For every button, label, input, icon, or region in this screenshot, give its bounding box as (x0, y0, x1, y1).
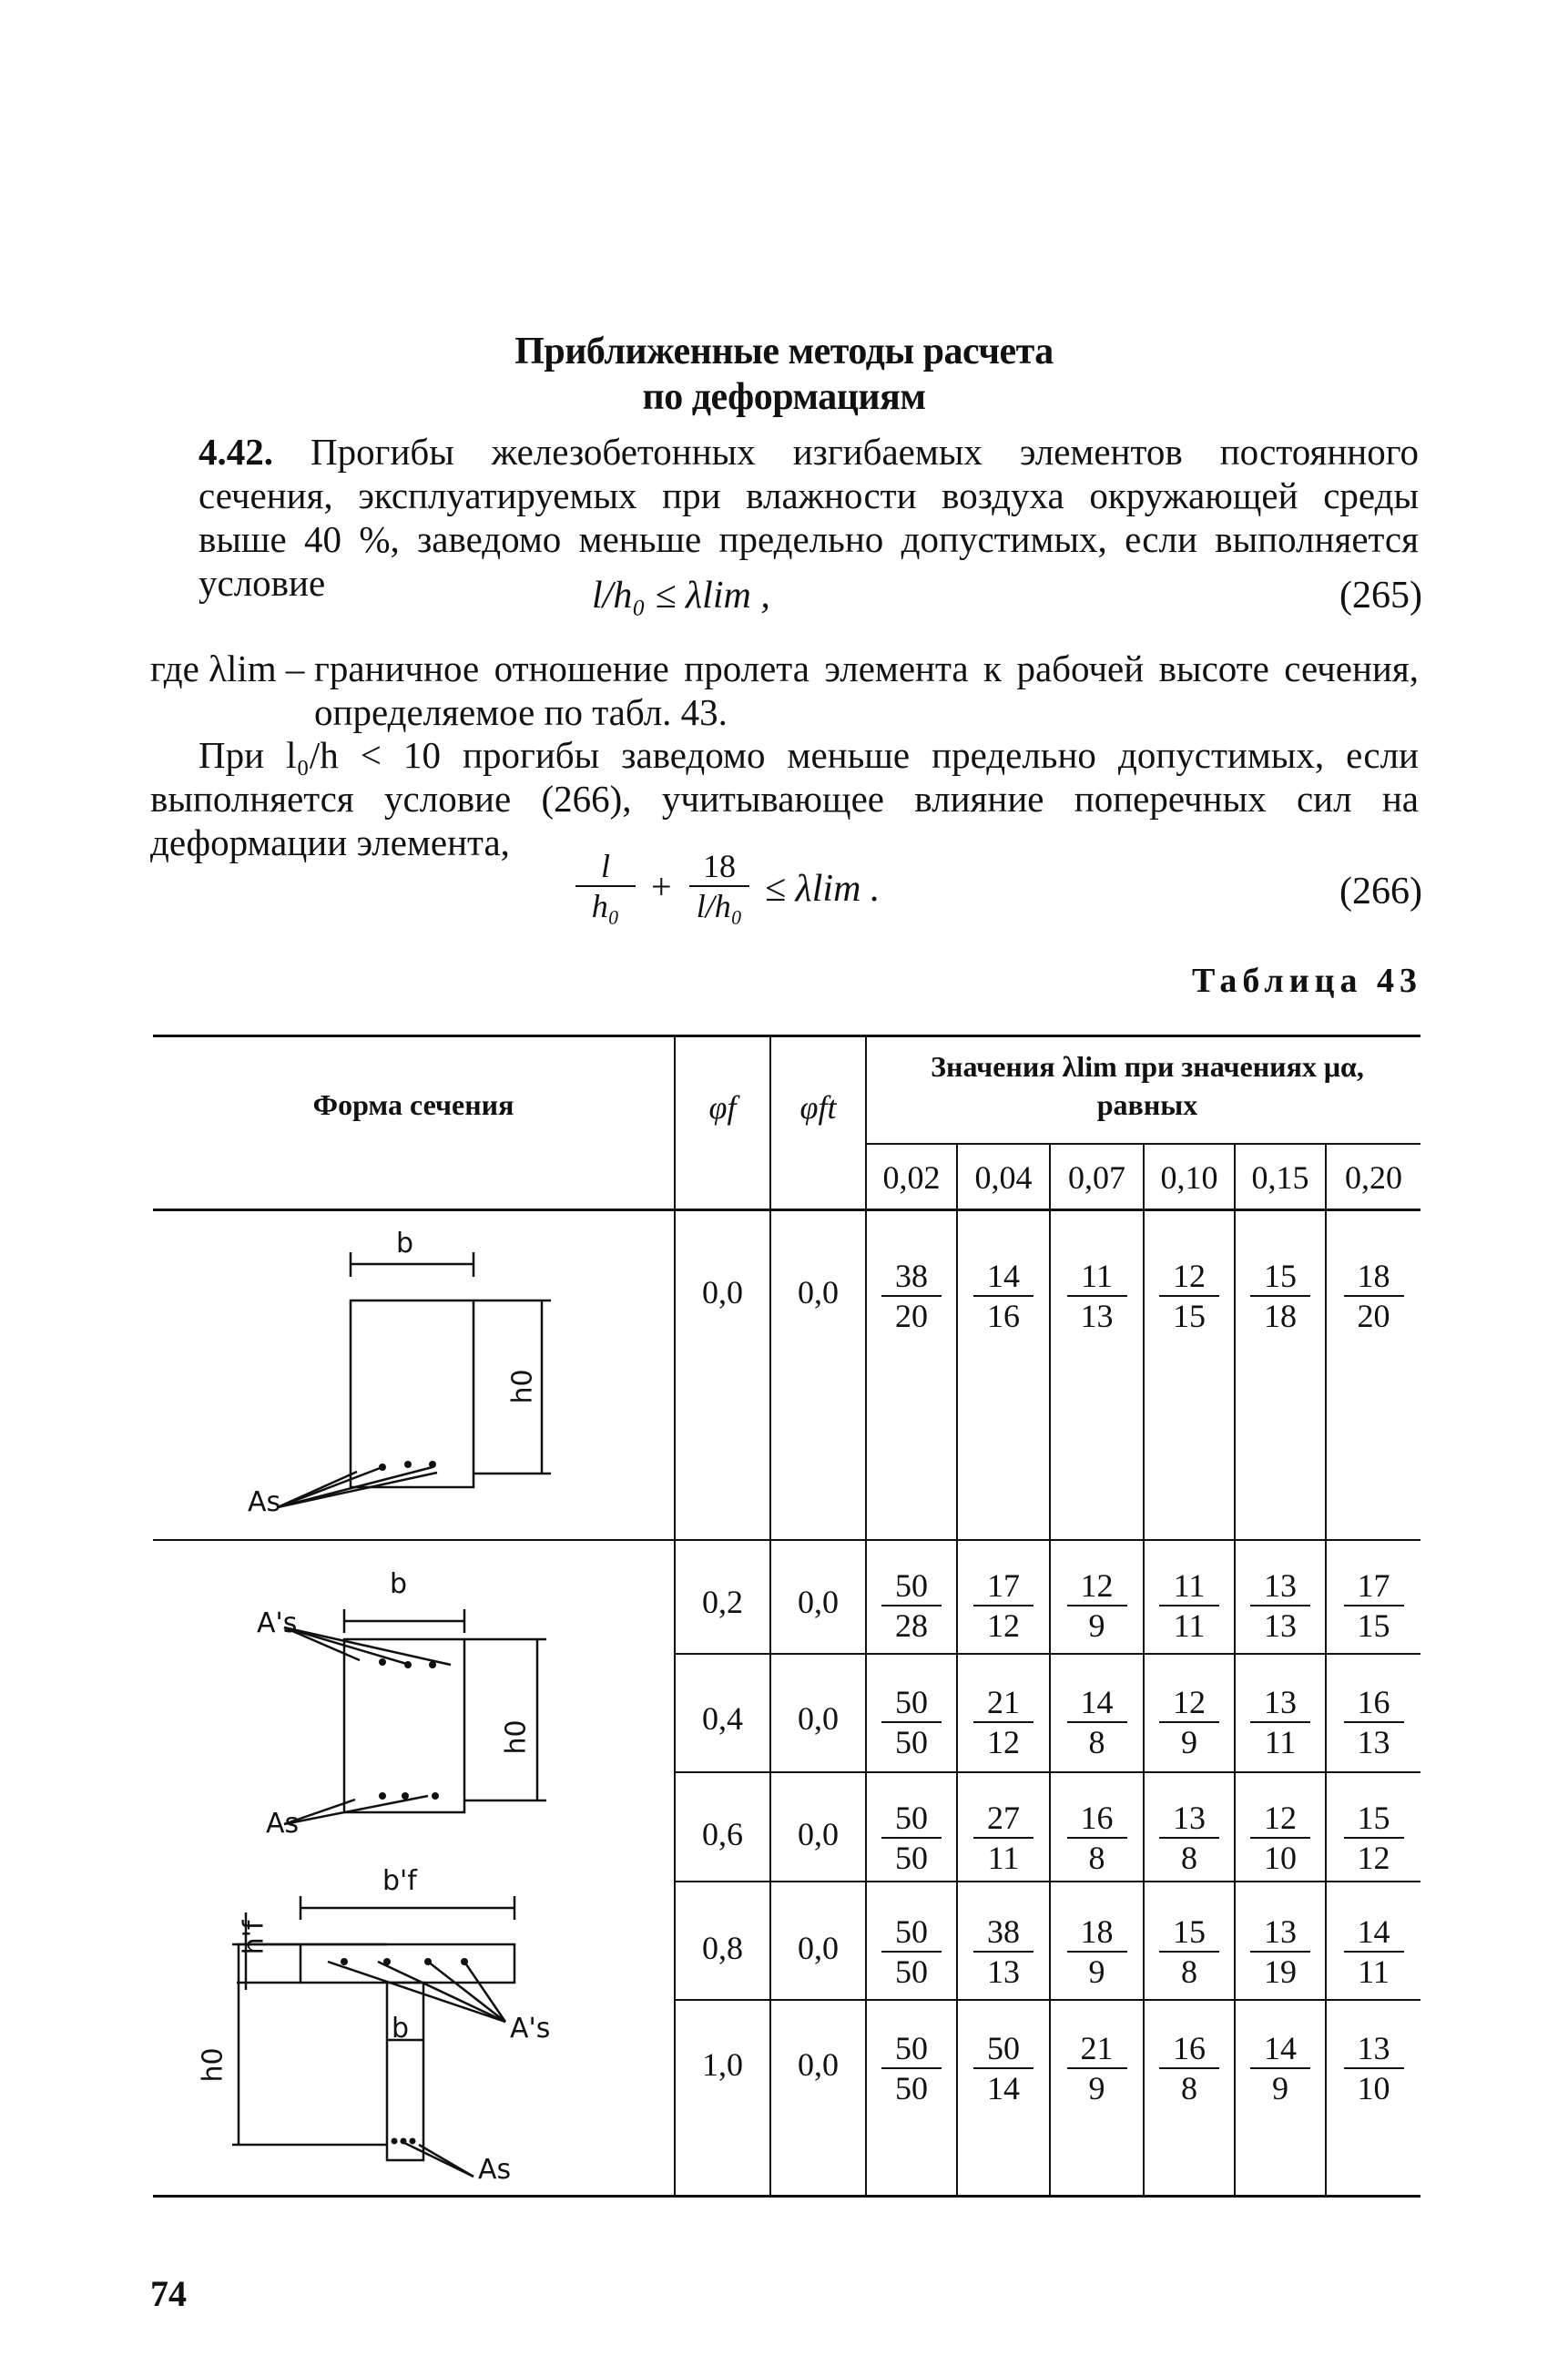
table-row1-rule (153, 1539, 1420, 1541)
lambda-numerator: 38 (881, 1257, 942, 1297)
header-phif: φf (708, 1089, 737, 1126)
table-caption: Таблица 43 (1191, 962, 1422, 1000)
header-shape: Форма сечения (312, 1088, 514, 1121)
lambda-denominator: 11 (1264, 1724, 1297, 1760)
fig3-label-As: As (478, 2154, 512, 2186)
table-vline-3 (865, 1035, 867, 2196)
lambda-numerator: 18 (1067, 1912, 1127, 1953)
lambda-numerator: 27 (973, 1799, 1033, 1839)
section-number: 4.42. (199, 431, 273, 473)
lambda-value-cell (1333, 1257, 1415, 1335)
lambda-denominator: 8 (1181, 2070, 1197, 2106)
lambda-value-cell (1148, 1912, 1230, 1991)
lambda-value-cell (871, 1683, 952, 1761)
lambda-numerator: 15 (1344, 1799, 1404, 1839)
lambda-denominator: 10 (1264, 1840, 1297, 1876)
lambda-numerator: 14 (1250, 2029, 1310, 2069)
fig1-label-As: As (248, 1486, 281, 1518)
lambda-denominator: 28 (895, 1607, 928, 1644)
phift-cell: 0,0 (798, 1930, 839, 1966)
phif-cell: 1,0 (702, 2046, 743, 2083)
lambda-denominator: 50 (895, 2070, 928, 2106)
lambda-numerator: 50 (881, 1912, 942, 1953)
lambda-denominator: 9 (1088, 1953, 1105, 1990)
lambda-denominator: 13 (1080, 1298, 1114, 1334)
fig2-label-As: As (266, 1808, 300, 1840)
table-vline-6 (1143, 1144, 1145, 2196)
lambda-numerator: 16 (1344, 1683, 1404, 1723)
lambda-numerator: 12 (1159, 1683, 1219, 1723)
lambda-numerator: 13 (1250, 1683, 1310, 1723)
fig3-label-As-prime: A's (510, 2013, 551, 2045)
phif-cell: 0,2 (702, 1584, 743, 1620)
table-row2-rule (674, 1653, 1420, 1655)
lambda-denominator: 14 (987, 2070, 1020, 2106)
lambda-value-cell (1056, 1912, 1138, 1991)
lambda-numerator: 14 (1067, 1683, 1127, 1723)
paragraph-2: При l₀/h < 10 прогибы заведомо меньше предельно допустимых, если выполняется условие (266), учитывающее влияние поперечных сил на деформации элемента, (150, 734, 1419, 863)
fig3-label-bf-prime: b'f (382, 1865, 417, 1897)
lambda-numerator: 50 (881, 2029, 942, 2069)
page-number: 74 (150, 2273, 187, 2314)
lambda-value-cell (1239, 2029, 1321, 2107)
lambda-value-cell (1239, 1566, 1321, 1645)
lambda-value-cell (962, 1799, 1044, 1877)
lambda-denominator: 50 (895, 1953, 928, 1990)
lambda-value-cell (871, 1799, 952, 1877)
lambda-denominator: 11 (1358, 1953, 1390, 1990)
table-top-rule (153, 1035, 1420, 1037)
table-row3-rule (674, 1771, 1420, 1773)
fig3-label-hf-prime: h'f (238, 1920, 270, 1955)
lambda-numerator: 21 (973, 1683, 1033, 1723)
lambda-value-cell (1239, 1799, 1321, 1877)
fig2-label-h0: h0 (500, 1719, 533, 1755)
lambda-value-cell (962, 2029, 1044, 2107)
lambda-denominator: 12 (1357, 1840, 1390, 1876)
lambda-denominator: 9 (1272, 2070, 1288, 2106)
lambda-denominator: 18 (1264, 1298, 1297, 1334)
lambda-numerator: 11 (1159, 1566, 1219, 1606)
phif-cell: 0,4 (702, 1700, 743, 1737)
lambda-numerator: 38 (973, 1912, 1033, 1953)
lambda-numerator: 13 (1250, 1912, 1310, 1953)
phif-cell: 0,6 (702, 1816, 743, 1852)
lambda-denominator: 12 (987, 1607, 1020, 1644)
lambda-numerator: 11 (1067, 1257, 1127, 1297)
table-bottom-rule (153, 2195, 1420, 2198)
equation-265: l/h₀ ≤ λlim , (592, 575, 770, 617)
phift-cell: 0,0 (798, 1816, 839, 1852)
lambda-value-cell (871, 1566, 952, 1645)
paragraph-4-42 (199, 430, 1419, 605)
lambda-value-cell (1148, 1683, 1230, 1761)
section-heading-line2: по деформациям (642, 376, 926, 418)
lambda-denominator: 9 (1088, 1607, 1105, 1644)
table-row4-rule (674, 1881, 1420, 1882)
mu-header-cell: 0,07 (1068, 1159, 1125, 1196)
lambda-denominator: 12 (987, 1724, 1020, 1760)
lambda-denominator: 15 (1173, 1298, 1206, 1334)
mu-header-cell: 0,10 (1160, 1159, 1218, 1196)
equation-266 (565, 838, 947, 947)
header-values: Значения λlim при значениях μα, равных (931, 1050, 1364, 1121)
lambda-denominator: 8 (1088, 1724, 1105, 1760)
eq266-plus: + (651, 866, 672, 907)
lambda-numerator: 14 (1344, 1912, 1404, 1953)
lambda-numerator: 18 (1344, 1257, 1404, 1297)
lambda-numerator: 12 (1250, 1799, 1310, 1839)
lambda-denominator: 19 (1264, 1953, 1297, 1990)
lambda-numerator: 16 (1067, 1799, 1127, 1839)
fig3-label-b: b (392, 2013, 410, 2045)
lambda-numerator: 50 (881, 1683, 942, 1723)
fig1-label-b: b (396, 1228, 414, 1260)
lambda-denominator: 13 (987, 1953, 1020, 1990)
lambda-value-cell (962, 1683, 1044, 1761)
eq266-den1: h₀ (591, 888, 620, 924)
lambda-value-cell (1239, 1683, 1321, 1761)
phif-cell: 0,0 (702, 1274, 743, 1311)
lambda-numerator: 12 (1067, 1566, 1127, 1606)
lambda-value-cell (962, 1257, 1044, 1335)
lambda-value-cell (1056, 1257, 1138, 1335)
lambda-value-cell (962, 1566, 1044, 1645)
lambda-value-cell (1148, 1799, 1230, 1877)
eq266-num1: l (575, 847, 636, 887)
lambda-numerator: 16 (1159, 2029, 1219, 2069)
lambda-value-cell (1333, 1566, 1415, 1645)
lambda-value-cell (871, 2029, 952, 2107)
mu-header-cell: 0,02 (882, 1159, 941, 1196)
where-text: граничное отношение пролета элемента к рабочей высоте сечения, определяемое по табл. 43. (314, 648, 1419, 733)
lambda-denominator: 11 (1173, 1607, 1206, 1644)
lambda-numerator: 15 (1159, 1912, 1219, 1953)
fig2-label-As-prime: A's (257, 1607, 298, 1639)
table-header-rule (153, 1209, 1420, 1211)
lambda-denominator: 8 (1181, 1953, 1197, 1990)
lambda-numerator: 50 (881, 1799, 942, 1839)
lambda-numerator: 13 (1344, 2029, 1404, 2069)
eq266-fraction2 (678, 847, 760, 925)
eq266-rhs: ≤ λlim . (765, 868, 881, 910)
lambda-numerator: 13 (1250, 1566, 1310, 1606)
lambda-denominator: 13 (1264, 1607, 1297, 1644)
lambda-value-cell (1056, 1683, 1138, 1761)
lambda-numerator: 14 (973, 1257, 1033, 1297)
lambda-numerator: 17 (973, 1566, 1033, 1606)
phift-cell: 0,0 (798, 1584, 839, 1620)
lambda-value-cell (962, 1912, 1044, 1991)
lambda-denominator: 9 (1088, 2070, 1105, 2106)
lambda-denominator: 8 (1088, 1840, 1105, 1876)
lambda-numerator: 21 (1067, 2029, 1127, 2069)
section-heading-line1: Приближенные методы расчета (514, 331, 1054, 372)
header-phift: φft (799, 1089, 837, 1126)
table-row5-rule (674, 1999, 1420, 2001)
lambda-value-cell (1333, 1799, 1415, 1877)
lambda-denominator: 20 (895, 1298, 928, 1334)
where-prefix: где λlim – (150, 648, 305, 689)
lambda-numerator: 50 (881, 1566, 942, 1606)
table-vline-5 (1049, 1144, 1051, 2196)
lambda-denominator: 15 (1357, 1607, 1390, 1644)
eq266-num2: 18 (689, 847, 749, 887)
fig1-label-h0: h0 (506, 1369, 539, 1404)
eq266-fraction1 (565, 847, 647, 925)
lambda-denominator: 8 (1181, 1840, 1197, 1876)
lambda-value-cell (1056, 1799, 1138, 1877)
table-vline-8 (1325, 1144, 1327, 2196)
lambda-denominator: 13 (1357, 1724, 1390, 1760)
lambda-value-cell (871, 1257, 952, 1335)
eq266-den2: l/h₀ (696, 888, 743, 924)
lambda-denominator: 50 (895, 1724, 928, 1760)
lambda-numerator: 17 (1344, 1566, 1404, 1606)
phift-cell: 0,0 (798, 2046, 839, 2083)
lambda-denominator: 10 (1357, 2070, 1390, 2106)
lambda-numerator: 50 (973, 2029, 1033, 2069)
phift-cell: 0,0 (798, 1700, 839, 1737)
phif-cell: 0,8 (702, 1930, 743, 1966)
lambda-denominator: 11 (987, 1840, 1020, 1876)
lambda-value-cell (1239, 1257, 1321, 1335)
lambda-value-cell (1239, 1912, 1321, 1991)
lambda-value-cell (1148, 1566, 1230, 1645)
mu-header-cell: 0,15 (1251, 1159, 1309, 1196)
lambda-value-cell (1333, 2029, 1415, 2107)
table-vline-7 (1234, 1144, 1236, 2196)
lambda-numerator: 15 (1250, 1257, 1310, 1297)
lambda-value-cell (1056, 1566, 1138, 1645)
fig3-label-h0: h0 (197, 2047, 229, 2083)
lambda-denominator: 16 (987, 1298, 1020, 1334)
lambda-value-cell (1333, 1912, 1415, 1991)
lambda-value-cell (871, 1912, 952, 1991)
table-vline-4 (956, 1144, 958, 2196)
phift-cell: 0,0 (798, 1274, 839, 1311)
lambda-denominator: 50 (895, 1840, 928, 1876)
equation-265-number: (265) (1339, 575, 1422, 617)
lambda-value-cell (1056, 2029, 1138, 2107)
fig2-label-b: b (390, 1568, 408, 1600)
lambda-value-cell (1148, 1257, 1230, 1335)
paragraph-4-42-text: Прогибы железобетонных изгибаемых элементов постоянного сечения, эксплуатируемых при влажности воздуха окружающей среды выше 40 %, заведомо меньше предельно допустимых, если выполняется условие (199, 431, 1420, 604)
mu-header-cell: 0,04 (974, 1159, 1033, 1196)
lambda-value-cell (1148, 2029, 1230, 2107)
mu-header-cell: 0,20 (1345, 1159, 1402, 1196)
equation-266-number: (266) (1339, 871, 1422, 913)
lambda-numerator: 13 (1159, 1799, 1219, 1839)
lambda-denominator: 9 (1181, 1724, 1197, 1760)
lambda-numerator: 12 (1159, 1257, 1219, 1297)
lambda-value-cell (1333, 1683, 1415, 1761)
lambda-denominator: 20 (1357, 1298, 1390, 1334)
